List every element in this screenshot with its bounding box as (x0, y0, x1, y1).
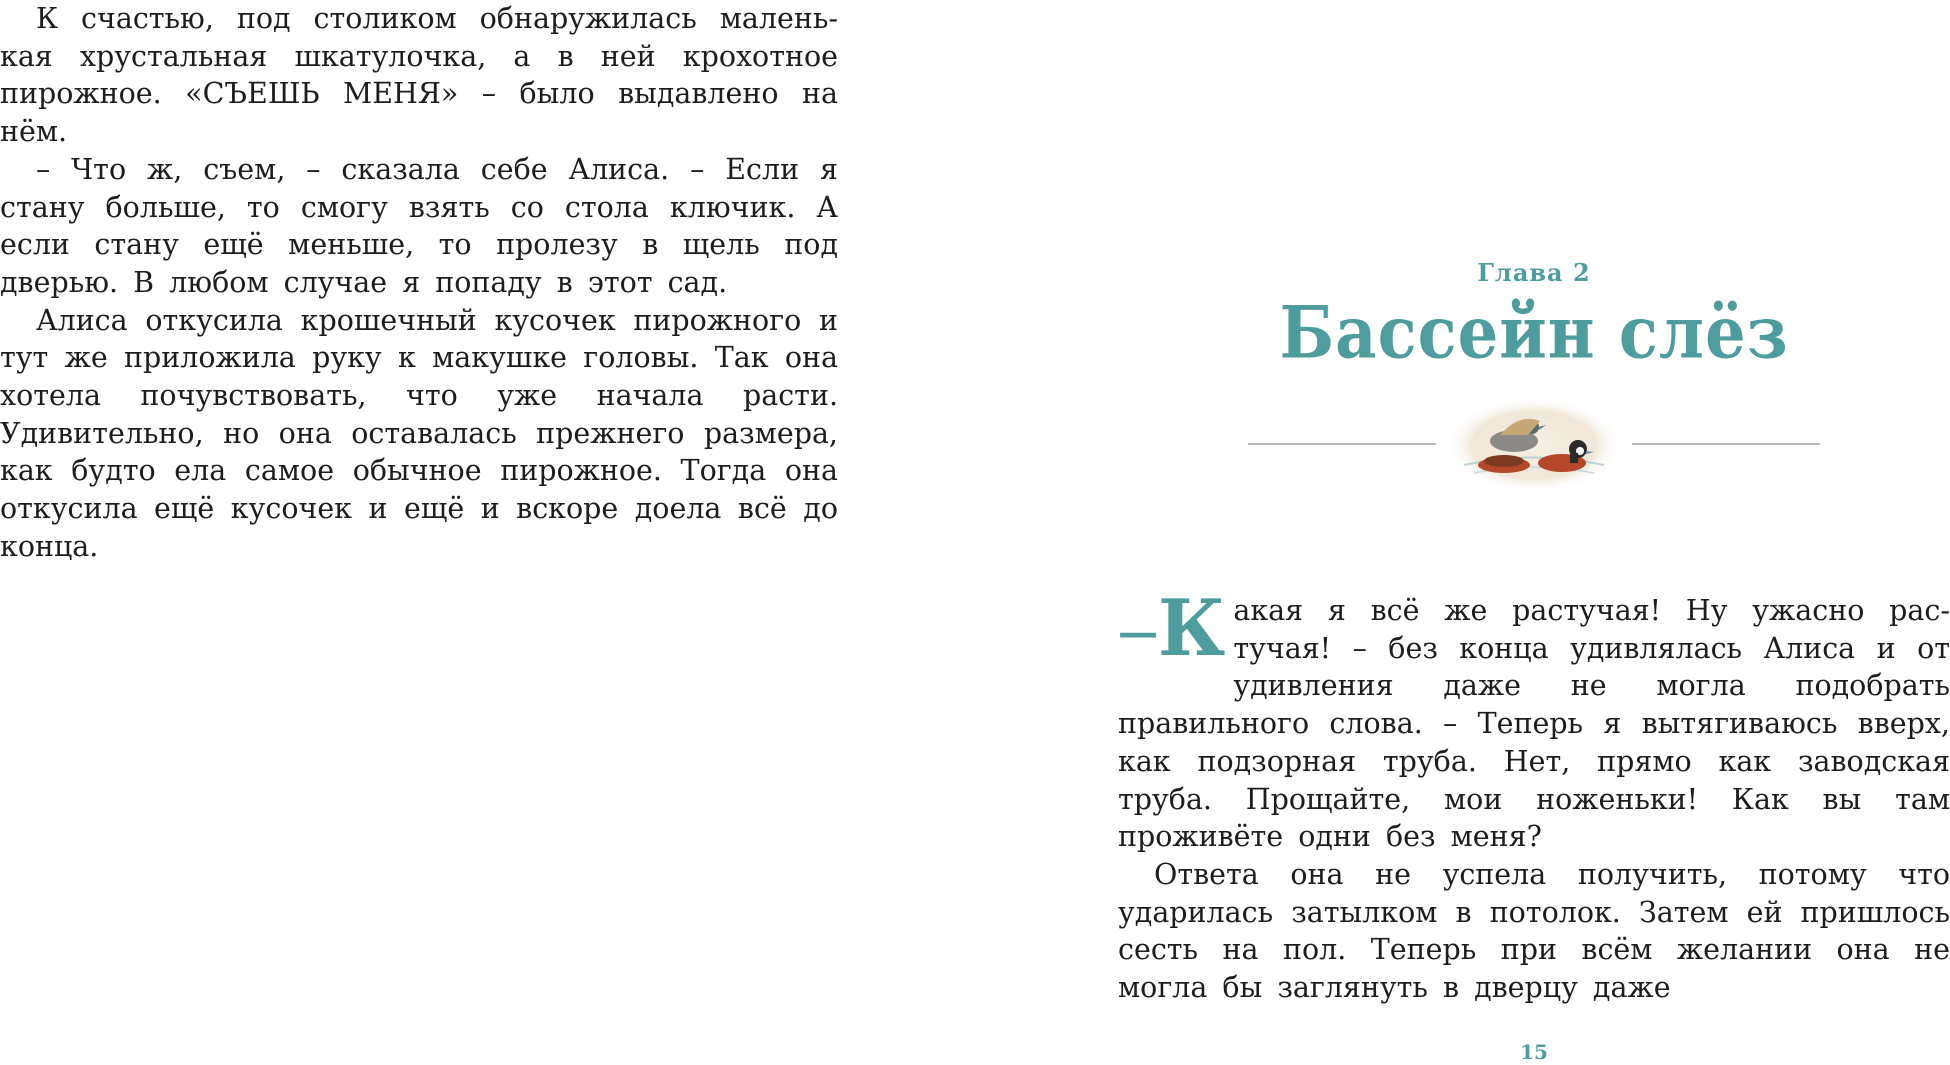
right-paragraph-1 (1118, 583, 1950, 856)
page-number: 15 (1520, 1040, 1548, 1064)
left-paragraph-2: – Что ж, съем, – сказала себе Алиса. – Если я стану больше, то смогу взять со стола ключик. А если стану ещё меньше, то пролезу в щель под дверью. В любом случае я попаду в этот сад. (0, 152, 838, 299)
chapter-label: Глава 2 (1477, 258, 1591, 287)
left-paragraph-3: Алиса откусила крошечный кусочек пирожного и тут же приложила руку к макушке головы. Так она хотела почувствовать, что уже начала расти. Удивительно, но она оставалась прежнего размера, как будто ела самое обычное пирожное. Тогда она откусила ещё кусочек и ещё и вскоре доела всё до конца. (0, 303, 838, 563)
right-paragraph-2: Ответа она не успела получить, потому что ударилась затылком в потолок. Затем ей пришлось сесть на пол. Теперь при всём желании она не могла бы заглянуть в дверцу даже (1118, 857, 1950, 1005)
right-paragraph-1-text: акая я всё же растучая! Ну ужасно растучая! – без конца удивлялась Алиса и от удивления даже не могла подобрать правильного слова. – Теперь я вытягиваюсь вверх, как подзорная труба. Нет, прямо как заводская труба. Прощайте, мои ноженьки! Как вы там проживёте одни без меня? (1118, 594, 1950, 854)
right-body-text (1118, 583, 1950, 1007)
drop-cap-dash: — (1118, 609, 1158, 656)
right-page (1118, 0, 1950, 1065)
drop-cap-letter: К (1158, 583, 1226, 675)
chapter-title: Бассейн слёз (1279, 291, 1789, 376)
left-page (0, 0, 838, 566)
ornament-rule-right (1632, 443, 1820, 445)
ornament-rule-left (1248, 443, 1436, 445)
chapter-ornament (1118, 395, 1950, 495)
ducks-vignette-icon (1444, 395, 1624, 495)
left-paragraph-1: К счастью, под столиком обнаружилась маленькая хрустальная шкатулочка, а в ней крохотное пирожное. «СЪЕШЬ МЕНЯ» – было выдавлено на нём. (0, 2, 838, 149)
drop-cap (1118, 583, 1226, 677)
